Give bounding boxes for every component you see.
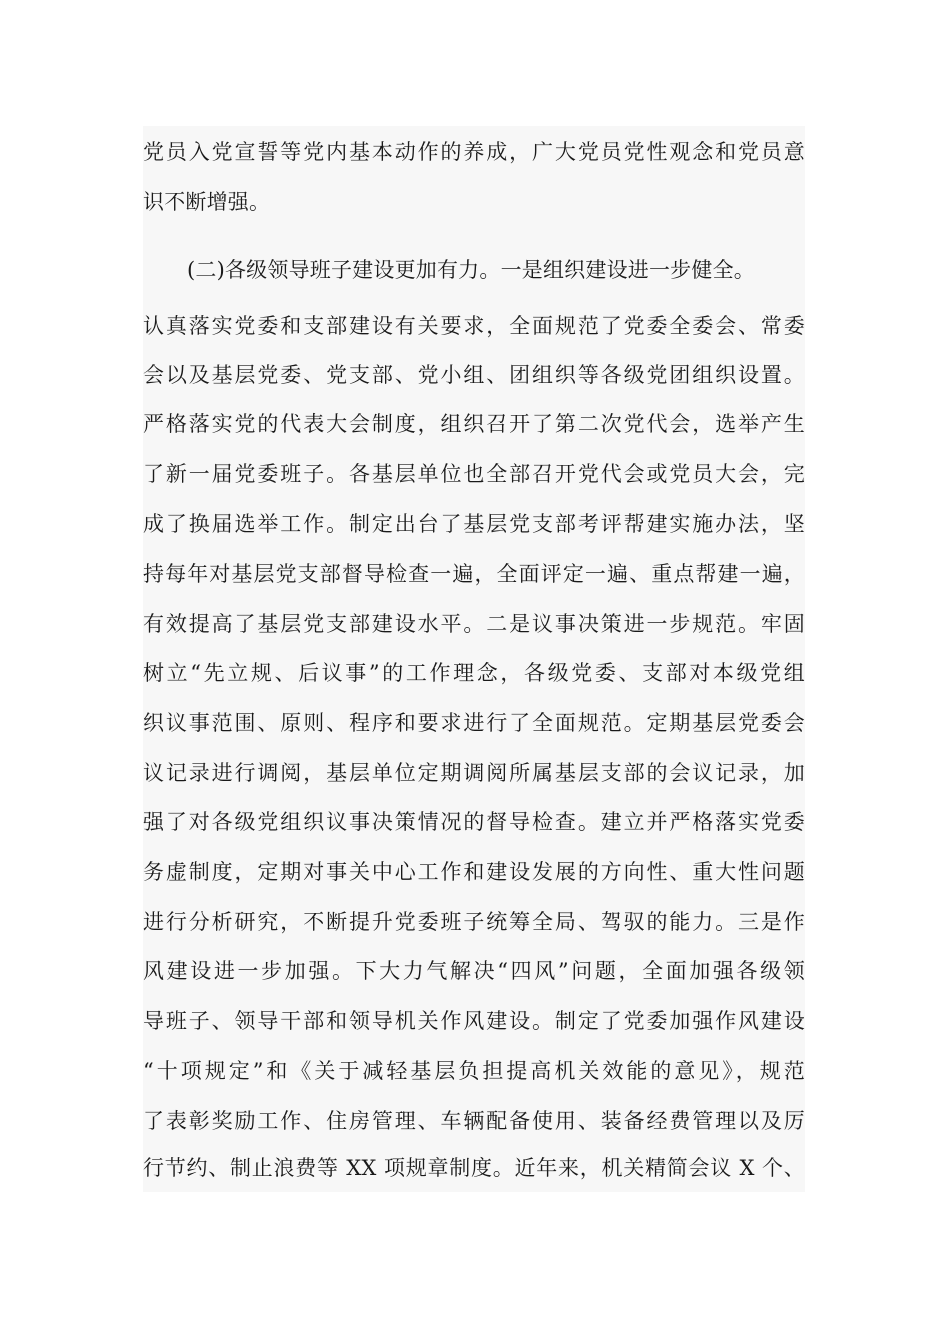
text-line: “十项规定”和《关于减轻基层负担提高机关效能的意见》，规范 xyxy=(143,1059,805,1083)
text-line: 议记录进行调阅，基层单位定期调阅所属基层支部的会议记录，加 xyxy=(143,761,805,785)
text-line: 树立“先立规、后议事”的工作理念，各级党委、支部对本级党组 xyxy=(143,661,805,685)
text-line: 风建设进一步加强。下大力气解决“四风”问题，全面加强各级领 xyxy=(143,959,805,983)
text-line: 成了换届选举工作。制定出台了基层党支部考评帮建实施办法，坚 xyxy=(143,512,805,536)
document-body xyxy=(143,126,805,1192)
text-line: 织议事范围、原则、程序和要求进行了全面规范。定期基层党委会 xyxy=(143,711,805,735)
text-line: 强了对各级党组织议事决策情况的督导检查。建立并严格落实党委 xyxy=(143,810,805,834)
text-line: 有效提高了基层党支部建设水平。二是议事决策进一步规范。牢固 xyxy=(143,612,805,636)
text-line: 持每年对基层党支部督导检查一遍，全面评定一遍、重点帮建一遍， xyxy=(143,562,805,586)
text-line: 了表彰奖励工作、住房管理、车辆配备使用、装备经费管理以及厉 xyxy=(143,1109,805,1133)
text-line: 党员入党宣誓等党内基本动作的养成，广大党员党性观念和党员意 xyxy=(143,140,805,164)
text-line: 进行分析研究，不断提升党委班子统筹全局、驾驭的能力。三是作 xyxy=(143,910,805,934)
text-line: 严格落实党的代表大会制度，组织召开了第二次党代会，选举产生 xyxy=(143,412,805,436)
text-line: 了新一届党委班子。各基层单位也全部召开党代会或党员大会，完 xyxy=(143,462,805,486)
text-line: 导班子、领导干部和领导机关作风建设。制定了党委加强作风建设 xyxy=(143,1009,805,1033)
text-line: 会以及基层党委、党支部、党小组、团组织等各级党团组织设置。 xyxy=(143,363,805,387)
text-line: 务虚制度，定期对事关中心工作和建设发展的方向性、重大性问题 xyxy=(143,860,805,884)
text-line: 认真落实党委和支部建设有关要求，全面规范了党委全委会、常委 xyxy=(143,314,805,338)
paragraph-heading-line: (二)各级领导班子建设更加有力。一是组织建设进一步健全。 xyxy=(187,258,755,282)
text-line: 识不断增强。 xyxy=(143,190,271,214)
text-line: 行节约、制止浪费等 XX 项规章制度。近年来，机关精简会议 X 个、 xyxy=(143,1156,805,1180)
